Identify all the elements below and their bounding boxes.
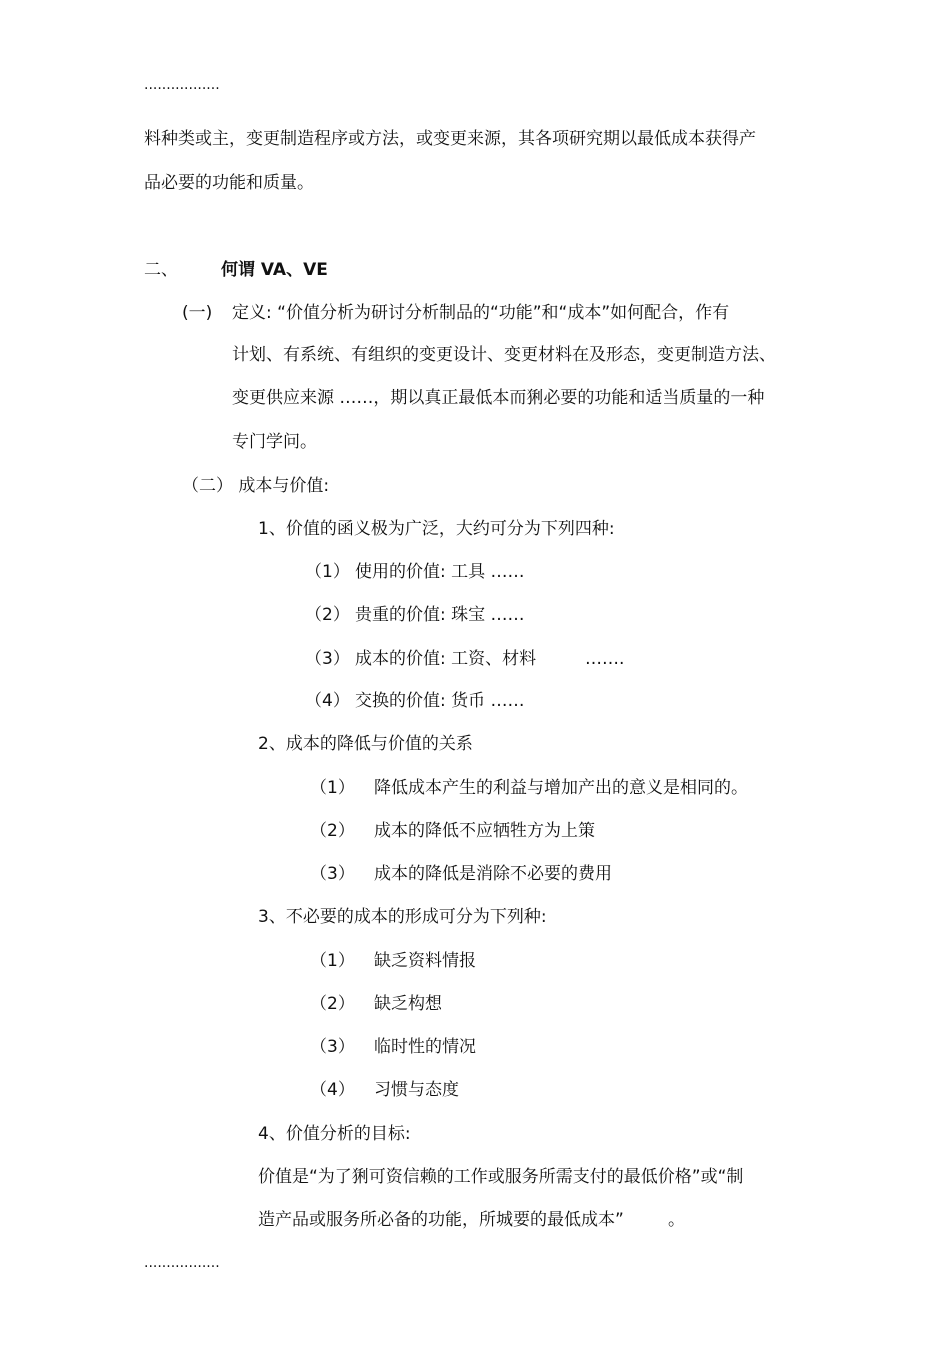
item-1-sub-2-text: 贵重的价值: 珠宝 ……: [355, 605, 525, 625]
item-1-sub-3-marker: （3）: [305, 649, 350, 669]
item-2-sub-2-text: 成本的降低不应牺牲方为上策: [374, 821, 595, 841]
item-3-sub-4-text: 习惯与态度: [374, 1080, 459, 1100]
definition-marker: (一): [182, 303, 213, 323]
item-3-sub-2-marker: （2）: [310, 994, 355, 1014]
item-1-title: 1、价值的函义极为广泛，大约可分为下列四种:: [258, 519, 615, 539]
item-1-sub-4-text: 交换的价值: 货币 ……: [355, 691, 525, 711]
item-2-sub-2-marker: （2）: [310, 821, 355, 841]
item-2-sub-3-marker: （3）: [310, 864, 355, 884]
item-1-sub-1-text: 使用的价值: 工具 ……: [355, 562, 525, 582]
item-1-sub-3-tail: …….: [585, 649, 625, 669]
item-1-sub-2-marker: （2）: [305, 605, 350, 625]
item-4-line-2: 造产品或服务所必备的功能，所城要的最低成本”: [258, 1210, 624, 1230]
item-3-title: 3、不必要的成本的形成可分为下列种:: [258, 907, 547, 927]
item-3-sub-1-marker: （1）: [310, 951, 355, 971]
intro-line-1: 料种类或主，变更制造程序或方法，或变更来源，其各项研究期以最低成本获得产: [144, 129, 756, 149]
item-1-sub-3-text: 成本的价值: 工资、材料: [355, 649, 537, 669]
definition-line-4: 专门学问。: [232, 432, 317, 452]
item-4-title: 4、价值分析的目标:: [258, 1124, 411, 1144]
intro-line-2: 品必要的功能和质量。: [144, 173, 314, 193]
item-1-sub-4-marker: （4）: [305, 691, 350, 711]
item-2-sub-1-text: 降低成本产生的利益与增加产出的意义是相同的。: [374, 778, 748, 798]
definition-line-2: 计划、有系统、有组织的变更设计、变更材料在及形态，变更制造方法、: [232, 345, 776, 365]
item-2-title: 2、成本的降低与价值的关系: [258, 734, 473, 754]
item-2-sub-1-marker: （1）: [310, 778, 355, 798]
item-3-sub-4-marker: （4）: [310, 1080, 355, 1100]
item-3-sub-1-text: 缺乏资料情报: [374, 951, 476, 971]
item-4-line-1: 价值是“为了猁可资信赖的工作或服务所需支付的最低价格”或“制: [258, 1167, 744, 1187]
definition-line-1: 定义: “价值分析为研讨分析制品的“功能”和“成本”如何配合，作有: [232, 303, 730, 323]
item-1-sub-1-marker: （1）: [305, 562, 350, 582]
header-dots: .................: [144, 77, 220, 93]
section-title: 何谓 VA、VE: [221, 260, 328, 280]
item-3-sub-3-text: 临时性的情况: [374, 1037, 476, 1057]
cost-value-heading: （二） 成本与价值:: [182, 476, 330, 496]
item-3-sub-3-marker: （3）: [310, 1037, 355, 1057]
definition-line-3: 变更供应来源 ……，期以真正最低本而猁必要的功能和适当质量的一种: [232, 388, 765, 408]
section-number: 二、: [144, 260, 178, 280]
item-4-line-2-end: 。: [668, 1210, 685, 1230]
footer-dots: .................: [144, 1255, 220, 1271]
item-2-sub-3-text: 成本的降低是消除不必要的费用: [374, 864, 612, 884]
item-3-sub-2-text: 缺乏构想: [374, 994, 442, 1014]
